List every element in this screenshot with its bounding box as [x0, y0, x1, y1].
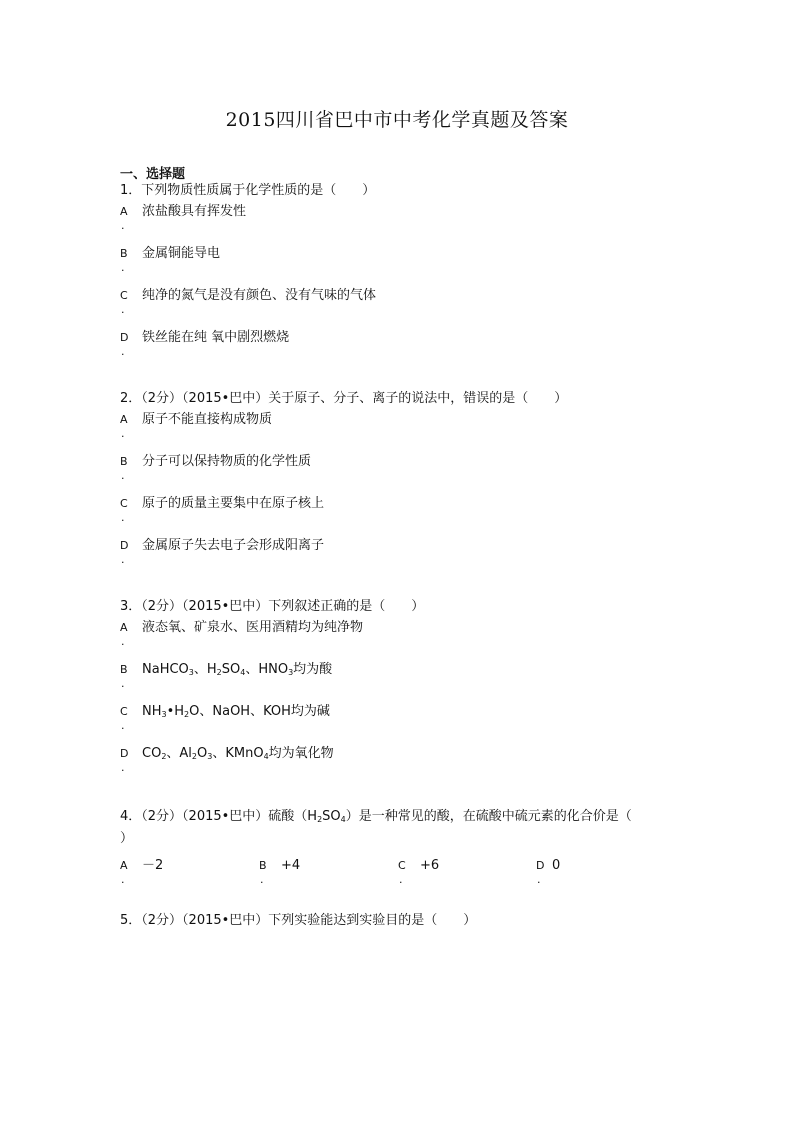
option-text: 原子不能直接构成物质 — [142, 412, 273, 427]
option-text: 浓盐酸具有挥发性 — [142, 204, 247, 219]
question-3 — [120, 596, 660, 786]
question-stem: 2．（2分）（2015•巴中）关于原子、分子、离子的说法中，错误的是（ ） — [120, 391, 568, 406]
option-text: +6 — [420, 858, 440, 873]
option-row — [120, 856, 660, 898]
formula-subscript: 2 — [216, 668, 222, 677]
formula-part: 、KMnO — [212, 746, 264, 761]
option-dot: . — [399, 873, 403, 886]
formula-part: 均为氧化物 — [268, 746, 334, 761]
question-2 — [120, 388, 660, 578]
option-dot: . — [260, 873, 264, 886]
option-letter: D — [120, 539, 129, 552]
option-b — [259, 856, 389, 898]
option-d — [120, 328, 660, 370]
section-heading: 一、选择题 — [120, 167, 186, 182]
option-letter: A — [120, 413, 128, 426]
option-dot: . — [121, 261, 125, 274]
option-dot: . — [121, 303, 125, 316]
formula-part: NaHCO — [142, 662, 189, 677]
option-text: 液态氧、矿泉水、医用酒精均为纯净物 — [142, 620, 364, 635]
question-stem: 5．（2分）（2015•巴中）下列实验能达到实验目的是（ ） — [120, 913, 477, 928]
option-letter: A — [120, 859, 128, 872]
formula-part: 、H — [193, 662, 217, 677]
option-text: +4 — [281, 858, 301, 873]
option-dot: . — [121, 345, 125, 358]
option-text: 分子可以保持物质的化学性质 — [142, 454, 312, 469]
option-text: 原子的质量主要集中在原子核上 — [142, 496, 325, 511]
option-d — [120, 744, 660, 786]
question-stem — [120, 806, 660, 850]
option-dot: . — [121, 677, 125, 690]
question-4 — [120, 806, 660, 898]
option-letter: D — [536, 859, 545, 872]
option-text — [142, 744, 334, 764]
option-dot: . — [121, 469, 125, 482]
formula-subscript: 2 — [161, 752, 167, 761]
option-letter: B — [259, 859, 267, 872]
formula-part: O — [197, 746, 208, 761]
option-b — [120, 660, 660, 702]
option-letter: C — [120, 705, 128, 718]
option-letter: A — [120, 205, 128, 218]
option-a — [120, 856, 250, 898]
question-stem: 1．下列物质性质属于化学性质的是（ ） — [120, 183, 376, 198]
option-dot: . — [121, 635, 125, 648]
option-letter: B — [120, 247, 128, 260]
formula-part: O、NaOH、KOH均为碱 — [189, 704, 330, 719]
option-letter: C — [120, 497, 128, 510]
stem-part: SO — [322, 809, 341, 824]
option-text — [142, 702, 330, 722]
formula-subscript: 3 — [188, 668, 194, 677]
formula-part: CO — [142, 746, 162, 761]
option-c — [120, 494, 660, 536]
option-a — [120, 410, 660, 452]
stem-part: ） — [120, 831, 134, 846]
option-a — [120, 618, 660, 660]
formula-subscript: 4 — [263, 752, 269, 761]
formula-part: NH — [142, 704, 162, 719]
option-text: 0 — [552, 858, 561, 873]
option-c — [120, 286, 660, 328]
option-text: 金属铜能导电 — [142, 246, 221, 261]
option-text: －2 — [142, 858, 164, 873]
formula-part: 、Al — [166, 746, 192, 761]
formula-subscript: 2 — [317, 815, 323, 824]
option-letter: B — [120, 455, 128, 468]
option-dot: . — [121, 219, 125, 232]
option-dot: . — [121, 761, 125, 774]
option-dot: . — [121, 553, 125, 566]
option-text: 铁丝能在纯 氧中剧烈燃烧 — [142, 330, 290, 345]
option-b — [120, 452, 660, 494]
document-title: 2015四川省巴中市中考化学真题及答案 — [225, 109, 569, 131]
option-c — [120, 702, 660, 744]
option-dot: . — [121, 511, 125, 524]
option-letter: B — [120, 663, 128, 676]
option-letter: A — [120, 621, 128, 634]
formula-part: 、HNO — [245, 662, 289, 677]
option-dot: . — [121, 873, 125, 886]
formula-subscript: 2 — [184, 710, 190, 719]
formula-subscript: 3 — [161, 710, 167, 719]
option-letter: C — [398, 859, 406, 872]
option-letter: D — [120, 331, 129, 344]
option-letter: C — [120, 289, 128, 302]
question-5 — [120, 910, 660, 932]
option-dot: . — [537, 873, 541, 886]
formula-subscript: 3 — [207, 752, 213, 761]
option-c — [398, 856, 528, 898]
formula-subscript: 4 — [340, 815, 346, 824]
option-dot: . — [121, 719, 125, 732]
option-b — [120, 244, 660, 286]
formula-part: 均为酸 — [293, 662, 333, 677]
option-text: 金属原子失去电子会形成阳离子 — [142, 538, 325, 553]
option-d — [120, 536, 660, 578]
option-letter: D — [120, 747, 129, 760]
stem-part: ）是一种常见的酸，在硫酸中硫元素的化合价是（ — [345, 809, 632, 824]
formula-subscript: 4 — [240, 668, 246, 677]
option-text: 纯净的氮气是没有颜色、没有气味的气体 — [142, 288, 377, 303]
question-1 — [120, 180, 660, 370]
option-text — [142, 660, 332, 680]
option-a — [120, 202, 660, 244]
formula-subscript: 3 — [288, 668, 294, 677]
formula-subscript: 2 — [191, 752, 198, 761]
option-d — [536, 856, 666, 898]
question-stem: 3．（2分）（2015•巴中）下列叙述正确的是（ ） — [120, 599, 425, 614]
formula-part: SO — [221, 662, 241, 677]
stem-part: 4．（2分）（2015•巴中）硫酸（H — [120, 809, 318, 824]
formula-part: •H — [166, 704, 185, 719]
option-dot: . — [121, 427, 125, 440]
